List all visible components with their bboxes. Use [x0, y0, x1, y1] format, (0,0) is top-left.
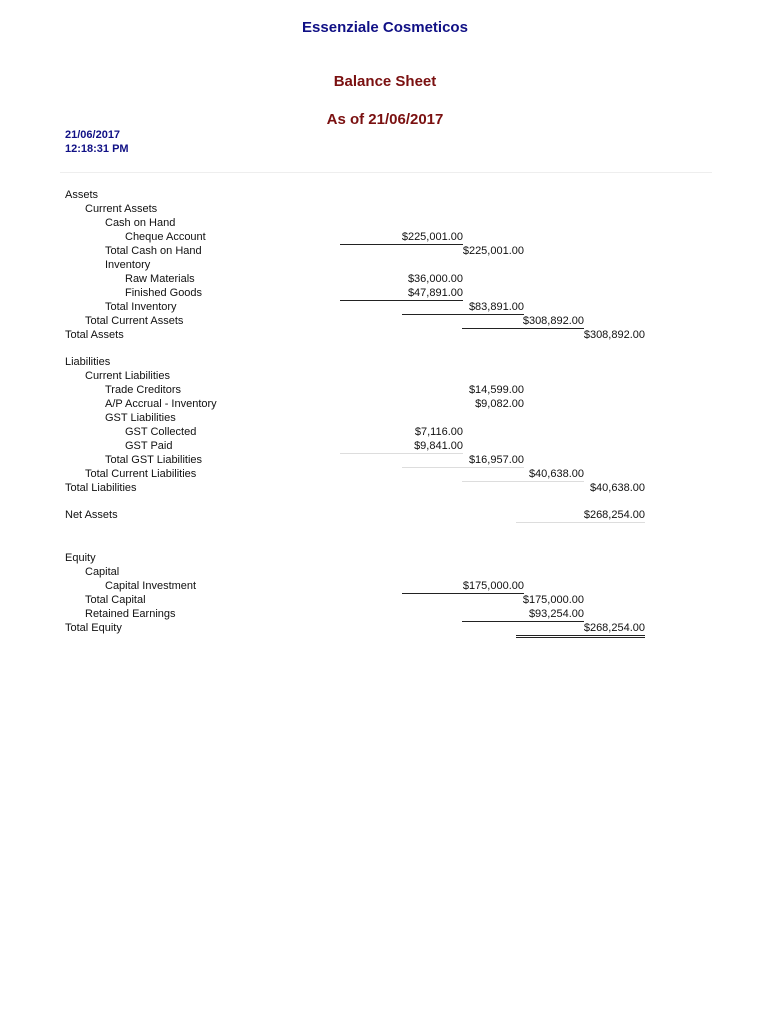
capital-heading-row: [0, 565, 770, 579]
current-liabilities-heading: Current Liabilities: [85, 370, 170, 382]
total-gst-amount: $16,957.00: [402, 453, 524, 468]
print-time: 12:18:31 PM: [65, 143, 129, 155]
total-current-liabilities-label: Total Current Liabilities: [85, 468, 197, 480]
assets-heading: Assets: [65, 189, 99, 201]
raw-materials-row: [0, 272, 770, 286]
total-capital-row: [0, 593, 770, 607]
liabilities-heading-row: [0, 355, 770, 369]
capital-investment-row: [0, 579, 770, 593]
total-inventory-amount: $83,891.00: [402, 300, 524, 315]
gst-paid-amount: $9,841.00: [340, 439, 463, 454]
total-current-assets-amount: $308,892.00: [462, 314, 584, 329]
total-cash-on-hand-amount: $225,001.00: [462, 245, 524, 257]
gst-collected-label: GST Collected: [125, 426, 197, 438]
total-current-liabilities-row: [0, 467, 770, 481]
trade-creditors-amount: $14,599.00: [468, 384, 524, 396]
total-assets-row: [0, 328, 770, 342]
gst-paid-row: [0, 439, 770, 453]
net-assets-row: [0, 508, 770, 522]
trade-creditors-label: Trade Creditors: [105, 384, 182, 396]
current-liabilities-heading-row: [0, 369, 770, 383]
current-assets-heading-row: [0, 202, 770, 216]
inventory-heading-row: [0, 258, 770, 272]
total-liabilities-label: Total Liabilities: [65, 482, 137, 494]
retained-earnings-label: Retained Earnings: [85, 608, 176, 620]
inventory-heading: Inventory: [105, 259, 151, 271]
total-equity-label: Total Equity: [65, 622, 122, 634]
cash-on-hand-heading-row: [0, 216, 770, 230]
retained-earnings-row: [0, 607, 770, 621]
ap-accrual-label: A/P Accrual - Inventory: [105, 398, 217, 410]
total-cash-on-hand-row: [0, 244, 770, 258]
total-equity-row: [0, 621, 770, 635]
raw-materials-label: Raw Materials: [125, 273, 195, 285]
company-name: Essenziale Cosmeticos: [302, 19, 468, 36]
total-capital-label: Total Capital: [85, 594, 146, 606]
total-inventory-label: Total Inventory: [105, 301, 177, 313]
ap-accrual-row: [0, 397, 770, 411]
assets-heading-row: [0, 188, 770, 202]
report-as-of-date: As of 21/06/2017: [326, 111, 444, 128]
print-date: 21/06/2017: [65, 129, 121, 141]
total-inventory-row: [0, 300, 770, 314]
cheque-account-amount: $225,001.00: [340, 230, 463, 245]
total-current-assets-row: [0, 314, 770, 328]
gst-liabilities-heading-row: [0, 411, 770, 425]
total-assets-amount: $308,892.00: [583, 329, 645, 341]
equity-heading: Equity: [65, 552, 96, 564]
finished-goods-amount: $47,891.00: [340, 286, 463, 301]
capital-investment-label: Capital Investment: [105, 580, 197, 592]
total-liabilities-amount: $40,638.00: [589, 482, 645, 494]
total-equity-amount: $268,254.00: [516, 621, 645, 638]
total-capital-amount: $175,000.00: [522, 594, 584, 606]
finished-goods-row: [0, 286, 770, 300]
net-assets-label: Net Assets: [65, 509, 118, 521]
cash-on-hand-heading: Cash on Hand: [105, 217, 176, 229]
retained-earnings-amount: $93,254.00: [462, 607, 584, 622]
total-current-assets-label: Total Current Assets: [85, 315, 184, 327]
total-current-liabilities-amount: $40,638.00: [462, 467, 584, 482]
total-assets-label: Total Assets: [65, 329, 124, 341]
net-assets-amount: $268,254.00: [516, 508, 645, 523]
cheque-account-label: Cheque Account: [125, 231, 206, 243]
gst-liabilities-heading: GST Liabilities: [105, 412, 176, 424]
trade-creditors-row: [0, 383, 770, 397]
current-assets-heading: Current Assets: [85, 203, 158, 215]
total-gst-row: [0, 453, 770, 467]
equity-heading-row: [0, 551, 770, 565]
total-cash-on-hand-label: Total Cash on Hand: [105, 245, 202, 257]
gst-collected-row: [0, 425, 770, 439]
ap-accrual-amount: $9,082.00: [475, 398, 524, 410]
report-title: Balance Sheet: [333, 73, 437, 90]
gst-collected-amount: $7,116.00: [414, 426, 463, 438]
liabilities-heading: Liabilities: [65, 356, 111, 368]
header-separator: [60, 172, 712, 173]
total-gst-label: Total GST Liabilities: [105, 454, 203, 466]
capital-heading: Capital: [85, 566, 120, 578]
cheque-account-row: [0, 230, 770, 244]
gst-paid-label: GST Paid: [125, 440, 173, 452]
finished-goods-label: Finished Goods: [125, 287, 203, 299]
capital-investment-amount: $175,000.00: [402, 579, 524, 594]
raw-materials-amount: $36,000.00: [407, 273, 463, 285]
total-liabilities-row: [0, 481, 770, 495]
